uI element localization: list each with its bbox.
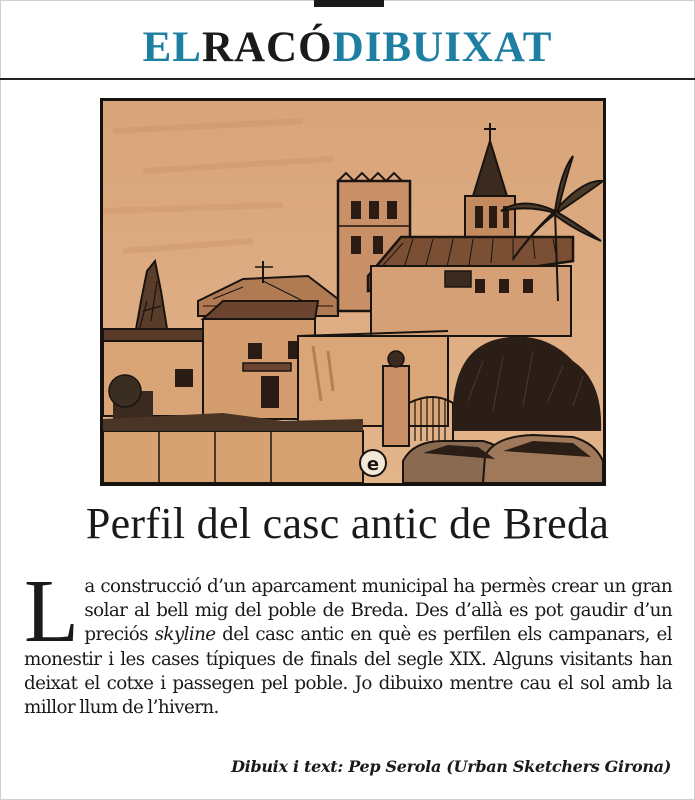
article-italic-word: skyline — [154, 624, 216, 646]
masthead-rule — [0, 78, 695, 80]
article-text-part-2: del casc antic en què es perfilen els campanars, el monestir i les cases típiques de finals del segle XIX. Alguns visitants han deixat el cotxe i passegen pel poble. Jo dibuixo mentre cau el sol amb la millor llum de l’hivern. — [24, 624, 673, 719]
article-headline: Perfil del casc antic de Breda — [85, 499, 610, 548]
masthead-part-raco: RACÓ — [201, 24, 333, 71]
sketch-illustration — [100, 98, 606, 486]
sketch-drawing — [103, 101, 603, 483]
drop-cap: L — [24, 562, 79, 661]
article-body — [24, 562, 673, 720]
masthead-part-dibuixat: DIBUIXAT — [332, 24, 553, 71]
section-tab — [314, 0, 384, 7]
masthead — [0, 22, 695, 74]
article-text-part-1: a construcció d’un aparcament municipal ha permès crear un gran solar al bell mig del poble de Breda. Des d’allà es pot gaudir d’un preciós — [84, 576, 672, 646]
masthead-part-el: EL — [142, 24, 202, 71]
article-credit: Dibuix i text: Pep Serola (Urban Sketchers Girona) — [231, 757, 671, 776]
parking-sign-letter: e — [366, 454, 380, 475]
